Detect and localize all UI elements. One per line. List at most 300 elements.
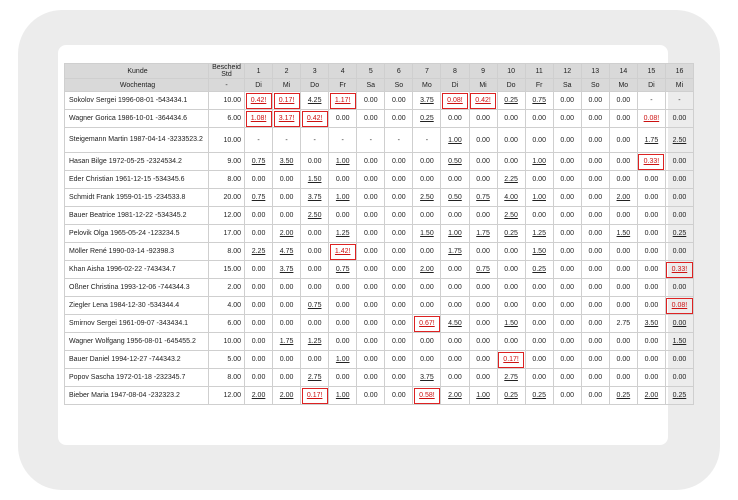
day-value: 0.00 bbox=[644, 284, 659, 291]
day-value: 0.00 bbox=[616, 302, 631, 309]
header-weekday: Di bbox=[245, 79, 273, 92]
day-value-cell bbox=[329, 110, 357, 128]
customer-name: Steigemann Martin 1987-04-14 -3233523.2 bbox=[65, 128, 209, 153]
header-weekday: Mo bbox=[609, 79, 637, 92]
day-value-cell bbox=[385, 279, 413, 297]
day-value-cell bbox=[497, 171, 525, 189]
day-value: 0.00 bbox=[392, 392, 406, 399]
day-value-cell bbox=[553, 92, 581, 110]
day-value: 1.75 bbox=[448, 248, 462, 255]
day-value-cell bbox=[525, 171, 553, 189]
day-value-cell bbox=[497, 261, 525, 279]
day-value: 2.75 bbox=[307, 374, 322, 381]
day-value-cell bbox=[581, 243, 609, 261]
day-value-cell bbox=[665, 315, 693, 333]
table-row bbox=[65, 171, 694, 189]
day-value: 0.00 bbox=[251, 284, 266, 291]
day-value: 1.00 bbox=[335, 158, 350, 165]
day-value: 0.00 bbox=[504, 115, 518, 122]
day-value: 0.00 bbox=[392, 338, 406, 345]
day-value-cell bbox=[245, 279, 273, 297]
day-value: 0.00 bbox=[616, 97, 631, 104]
day-value: 0.00 bbox=[420, 212, 434, 219]
table-row bbox=[65, 261, 694, 279]
day-value-cell bbox=[413, 92, 441, 110]
day-value: 0.00 bbox=[588, 338, 603, 345]
day-value: 0.00 bbox=[363, 194, 378, 201]
day-value-cell bbox=[301, 110, 329, 128]
day-value-cell bbox=[413, 315, 441, 333]
day-value-cell bbox=[609, 128, 637, 153]
day-value: 3.75 bbox=[420, 97, 434, 104]
table-row bbox=[65, 387, 694, 405]
day-value: 0.00 bbox=[532, 136, 546, 144]
day-value-cell bbox=[581, 128, 609, 153]
day-value: 0.00 bbox=[476, 284, 490, 291]
day-value: 0.00 bbox=[672, 194, 687, 201]
day-value-cell bbox=[357, 351, 385, 369]
day-value-cell bbox=[273, 369, 301, 387]
day-value: 0.00 bbox=[420, 248, 434, 255]
day-value: 0.00 bbox=[363, 97, 378, 104]
day-value-cell bbox=[329, 261, 357, 279]
day-value: 0.00 bbox=[588, 97, 603, 104]
day-value: 0.00 bbox=[560, 266, 575, 273]
day-value-cell bbox=[525, 351, 553, 369]
day-value: 1.25 bbox=[307, 338, 322, 345]
day-value: 0.00 bbox=[644, 338, 659, 345]
day-value-cell bbox=[441, 92, 469, 110]
day-value-cell bbox=[525, 315, 553, 333]
day-value: 0.00 bbox=[392, 302, 406, 309]
day-value-cell bbox=[581, 92, 609, 110]
day-value-cell bbox=[581, 369, 609, 387]
day-value-cell bbox=[469, 153, 497, 171]
day-value-cell bbox=[497, 297, 525, 315]
day-value-cell bbox=[581, 351, 609, 369]
day-value-cell bbox=[385, 315, 413, 333]
day-value: 2.75 bbox=[616, 320, 631, 327]
day-value: 1.50 bbox=[532, 248, 546, 255]
day-value: - bbox=[313, 136, 316, 144]
day-value-cell bbox=[385, 171, 413, 189]
day-value-cell bbox=[553, 128, 581, 153]
day-value-cell bbox=[273, 110, 301, 128]
day-value-cell bbox=[329, 279, 357, 297]
day-value: 0.00 bbox=[672, 356, 687, 363]
day-value: 0.75 bbox=[307, 302, 322, 309]
day-value-cell bbox=[525, 92, 553, 110]
day-value-cell bbox=[441, 387, 469, 405]
day-value: 2.00 bbox=[448, 392, 462, 399]
day-value: 0.00 bbox=[504, 266, 518, 273]
header-row-days bbox=[65, 64, 694, 79]
day-value-cell bbox=[609, 189, 637, 207]
day-value: 0.00 bbox=[588, 284, 603, 291]
day-value-cell bbox=[329, 297, 357, 315]
header-weekday: Mi bbox=[469, 79, 497, 92]
day-value: 0.00 bbox=[335, 176, 350, 183]
day-value-cell bbox=[497, 243, 525, 261]
day-value: 0.00 bbox=[335, 284, 350, 291]
day-value: 0.00 bbox=[616, 266, 631, 273]
day-value: 0.00 bbox=[251, 230, 266, 237]
day-value: 0.00 bbox=[392, 320, 406, 327]
day-value-cell bbox=[245, 128, 273, 153]
day-value: 0.00 bbox=[588, 212, 603, 219]
day-value: 3.75 bbox=[279, 266, 294, 273]
day-value: 0.00 bbox=[672, 115, 687, 122]
day-value: 0.00 bbox=[672, 284, 687, 291]
day-value-cell bbox=[637, 171, 665, 189]
day-value: 0.00 bbox=[392, 356, 406, 363]
day-value: 0.00 bbox=[644, 356, 659, 363]
day-value: 0.00 bbox=[644, 176, 659, 183]
day-value: 0.00 bbox=[560, 284, 575, 291]
day-value-cell bbox=[553, 333, 581, 351]
day-value: 0.00 bbox=[560, 194, 575, 201]
header-bescheid: Bescheid Std bbox=[209, 64, 245, 79]
day-value: 1.00 bbox=[448, 230, 462, 237]
day-value-cell bbox=[273, 171, 301, 189]
day-value-cell bbox=[413, 351, 441, 369]
day-value-cell bbox=[413, 279, 441, 297]
bescheid-hours: 17.00 bbox=[209, 225, 245, 243]
day-value: 1.50 bbox=[420, 230, 434, 237]
day-value: 0.00 bbox=[251, 266, 266, 273]
day-value-cell bbox=[385, 387, 413, 405]
day-value-cell bbox=[581, 315, 609, 333]
day-value: 0.17! bbox=[278, 97, 295, 104]
day-value: 0.00 bbox=[279, 194, 294, 201]
day-value: 0.00 bbox=[363, 374, 378, 381]
day-value: 1.00 bbox=[532, 158, 546, 165]
day-value: 4.00 bbox=[504, 194, 518, 201]
bescheid-hours: 12.00 bbox=[209, 207, 245, 225]
day-value-cell bbox=[665, 243, 693, 261]
day-value: 1.75 bbox=[644, 136, 659, 144]
day-value: 1.00 bbox=[335, 356, 350, 363]
day-value: 0.00 bbox=[616, 284, 631, 291]
day-value: 2.00 bbox=[279, 392, 294, 399]
day-value: 0.00 bbox=[504, 136, 518, 144]
table-row bbox=[65, 207, 694, 225]
day-value: 2.75 bbox=[504, 374, 518, 381]
day-value-cell bbox=[637, 297, 665, 315]
day-value-cell bbox=[357, 171, 385, 189]
bescheid-hours: 2.00 bbox=[209, 279, 245, 297]
day-value-cell bbox=[385, 261, 413, 279]
day-value: 0.00 bbox=[560, 158, 575, 165]
day-value: 2.00 bbox=[644, 392, 659, 399]
header-day-8: 8 bbox=[441, 64, 469, 79]
day-value-cell bbox=[497, 207, 525, 225]
day-value-cell bbox=[273, 92, 301, 110]
day-value-cell bbox=[273, 297, 301, 315]
bescheid-hours: 10.00 bbox=[209, 128, 245, 153]
day-value-cell bbox=[525, 207, 553, 225]
day-value-cell bbox=[245, 387, 273, 405]
header-day-4: 4 bbox=[329, 64, 357, 79]
day-value: 0.00 bbox=[335, 320, 350, 327]
header-weekday: So bbox=[385, 79, 413, 92]
day-value-cell bbox=[665, 153, 693, 171]
day-value: 0.17! bbox=[306, 392, 323, 399]
day-value: 0.08! bbox=[671, 302, 688, 309]
day-value-cell bbox=[301, 171, 329, 189]
day-value: 0.00 bbox=[476, 338, 490, 345]
day-value-cell bbox=[329, 153, 357, 171]
day-value: 0.00 bbox=[392, 115, 406, 122]
day-value: 0.25 bbox=[672, 392, 687, 399]
day-value-cell bbox=[497, 128, 525, 153]
day-value-cell bbox=[553, 243, 581, 261]
day-value: 0.00 bbox=[307, 320, 322, 327]
day-value: 3.75 bbox=[307, 194, 322, 201]
day-value: 0.00 bbox=[279, 176, 294, 183]
day-value: 0.00 bbox=[307, 284, 322, 291]
day-value: 0.00 bbox=[476, 115, 490, 122]
day-value: 1.42! bbox=[334, 248, 351, 255]
day-value: 0.67! bbox=[419, 320, 435, 327]
day-value: 0.00 bbox=[588, 320, 603, 327]
day-value-cell bbox=[441, 207, 469, 225]
day-value: 0.33! bbox=[643, 158, 660, 165]
header-weekday: Sa bbox=[553, 79, 581, 92]
day-value: - bbox=[425, 136, 429, 144]
day-value: 0.00 bbox=[588, 248, 603, 255]
day-value: 0.00 bbox=[420, 356, 434, 363]
day-value-cell bbox=[329, 128, 357, 153]
day-value-cell bbox=[553, 261, 581, 279]
day-value: 0.00 bbox=[532, 212, 546, 219]
day-value-cell bbox=[301, 351, 329, 369]
day-value: 0.00 bbox=[363, 284, 378, 291]
customer-name: Ziegler Lena 1984-12-30 -534344.4 bbox=[65, 297, 209, 315]
day-value: 0.00 bbox=[532, 320, 546, 327]
day-value-cell bbox=[245, 333, 273, 351]
day-value: 0.00 bbox=[560, 136, 575, 144]
day-value-cell bbox=[581, 297, 609, 315]
day-value: 0.00 bbox=[588, 136, 603, 144]
header-day-3: 3 bbox=[301, 64, 329, 79]
day-value-cell bbox=[525, 225, 553, 243]
day-value-cell bbox=[469, 351, 497, 369]
day-value: - bbox=[257, 136, 260, 144]
day-value-cell bbox=[609, 351, 637, 369]
header-day-16: 16 bbox=[665, 64, 693, 79]
day-value-cell bbox=[273, 333, 301, 351]
day-value-cell bbox=[553, 153, 581, 171]
day-value-cell bbox=[357, 128, 385, 153]
day-value-cell bbox=[525, 387, 553, 405]
day-value: - bbox=[341, 136, 344, 144]
day-value: 0.00 bbox=[448, 302, 462, 309]
day-value-cell bbox=[385, 92, 413, 110]
bescheid-hours: 8.00 bbox=[209, 369, 245, 387]
day-value: 2.50 bbox=[672, 136, 687, 144]
day-value: 0.00 bbox=[616, 356, 631, 363]
customer-name: Hasan Bilge 1972-05-25 -2324534.2 bbox=[65, 153, 209, 171]
day-value-cell bbox=[441, 261, 469, 279]
day-value-cell bbox=[301, 92, 329, 110]
day-value: 0.00 bbox=[363, 392, 378, 399]
day-value: 0.00 bbox=[588, 356, 603, 363]
day-value-cell bbox=[469, 110, 497, 128]
table-card bbox=[58, 45, 688, 445]
day-value-cell bbox=[609, 243, 637, 261]
day-value-cell bbox=[245, 110, 273, 128]
header-weekday: Di bbox=[637, 79, 665, 92]
day-value-cell bbox=[357, 207, 385, 225]
header-day-13: 13 bbox=[581, 64, 609, 79]
day-value-cell bbox=[581, 153, 609, 171]
day-value-cell bbox=[581, 387, 609, 405]
day-value-cell bbox=[301, 225, 329, 243]
day-value: 1.50 bbox=[504, 320, 518, 327]
customer-name: Khan Aisha 1996-02-22 -743434.7 bbox=[65, 261, 209, 279]
day-value: 0.00 bbox=[448, 374, 462, 381]
day-value: 0.50 bbox=[448, 194, 462, 201]
day-value: 0.00 bbox=[448, 284, 462, 291]
day-value-cell bbox=[497, 369, 525, 387]
day-value-cell bbox=[637, 207, 665, 225]
day-value: 0.00 bbox=[335, 302, 350, 309]
day-value: 0.00 bbox=[448, 176, 462, 183]
customer-name: Oßner Christina 1993-12-06 -744344.3 bbox=[65, 279, 209, 297]
day-value-cell bbox=[441, 171, 469, 189]
header-weekday: Do bbox=[497, 79, 525, 92]
day-value: 0.00 bbox=[644, 212, 659, 219]
day-value: 0.00 bbox=[476, 212, 490, 219]
day-value-cell bbox=[609, 110, 637, 128]
day-value: 2.50 bbox=[307, 212, 322, 219]
day-value-cell bbox=[441, 153, 469, 171]
day-value: 0.00 bbox=[279, 320, 294, 327]
day-value: 0.42! bbox=[475, 97, 491, 104]
header-day-9: 9 bbox=[469, 64, 497, 79]
table-row bbox=[65, 110, 694, 128]
day-value-cell bbox=[553, 189, 581, 207]
day-value: 0.00 bbox=[560, 356, 575, 363]
day-value: 0.00 bbox=[644, 266, 659, 273]
header-weekday: Do bbox=[301, 79, 329, 92]
day-value: 0.00 bbox=[616, 115, 631, 122]
day-value: 3.17! bbox=[278, 115, 295, 122]
day-value-cell bbox=[357, 153, 385, 171]
day-value: 4.50 bbox=[448, 320, 462, 327]
day-value: 0.00 bbox=[392, 176, 406, 183]
day-value: 0.00 bbox=[560, 97, 575, 104]
day-value: 0.00 bbox=[560, 212, 575, 219]
day-value: 0.75 bbox=[251, 194, 266, 201]
day-value: 0.00 bbox=[363, 302, 378, 309]
day-value: 0.75 bbox=[335, 266, 350, 273]
day-value-cell bbox=[413, 225, 441, 243]
day-value-cell bbox=[329, 225, 357, 243]
day-value-cell bbox=[301, 387, 329, 405]
day-value: 0.00 bbox=[476, 302, 490, 309]
day-value-cell bbox=[273, 189, 301, 207]
day-value-cell bbox=[385, 110, 413, 128]
day-value: 0.00 bbox=[363, 266, 378, 273]
day-value: 0.00 bbox=[588, 158, 603, 165]
day-value-cell bbox=[357, 297, 385, 315]
day-value: 0.00 bbox=[279, 356, 294, 363]
day-value: 0.00 bbox=[504, 302, 518, 309]
day-value-cell bbox=[637, 351, 665, 369]
day-value: 0.50 bbox=[448, 158, 462, 165]
day-value: 0.00 bbox=[560, 374, 575, 381]
day-value: 0.00 bbox=[532, 356, 546, 363]
day-value-cell bbox=[665, 225, 693, 243]
customer-name: Schmidt Frank 1959-01-15 -234533.8 bbox=[65, 189, 209, 207]
day-value: 0.00 bbox=[560, 230, 575, 237]
day-value: 0.00 bbox=[307, 356, 322, 363]
day-value: 0.00 bbox=[504, 284, 518, 291]
day-value-cell bbox=[413, 387, 441, 405]
day-value-cell bbox=[357, 261, 385, 279]
day-value-cell bbox=[525, 189, 553, 207]
day-value: 0.00 bbox=[420, 302, 434, 309]
day-value: 0.00 bbox=[448, 115, 462, 122]
day-value: 0.58! bbox=[419, 392, 435, 399]
day-value-cell bbox=[301, 315, 329, 333]
day-value: 0.00 bbox=[392, 374, 406, 381]
day-value: 0.00 bbox=[560, 338, 575, 345]
day-value-cell bbox=[553, 387, 581, 405]
table-row bbox=[65, 189, 694, 207]
day-value: 0.00 bbox=[335, 338, 350, 345]
day-value: 0.00 bbox=[560, 115, 575, 122]
day-value: 0.00 bbox=[616, 374, 631, 381]
day-value-cell bbox=[413, 369, 441, 387]
day-value: 0.00 bbox=[532, 374, 546, 381]
header-day-11: 11 bbox=[525, 64, 553, 79]
day-value-cell bbox=[441, 128, 469, 153]
header-kunde: Kunde bbox=[65, 64, 209, 79]
day-value: 0.00 bbox=[420, 338, 434, 345]
day-value-cell bbox=[441, 369, 469, 387]
day-value-cell bbox=[553, 225, 581, 243]
day-value: 0.00 bbox=[251, 320, 266, 327]
day-value-cell bbox=[245, 207, 273, 225]
day-value: 0.00 bbox=[251, 176, 266, 183]
day-value: 1.75 bbox=[476, 230, 490, 237]
day-value-cell bbox=[273, 261, 301, 279]
customer-name: Pelovik Olga 1965-05-24 -123234.5 bbox=[65, 225, 209, 243]
day-value: 1.17! bbox=[334, 97, 351, 104]
day-value: 0.00 bbox=[420, 176, 434, 183]
day-value-cell bbox=[497, 279, 525, 297]
day-value-cell bbox=[301, 243, 329, 261]
day-value-cell bbox=[637, 369, 665, 387]
day-value: 0.00 bbox=[616, 248, 631, 255]
day-value: 0.75 bbox=[476, 194, 490, 201]
day-value-cell bbox=[553, 279, 581, 297]
day-value-cell bbox=[609, 369, 637, 387]
day-value-cell bbox=[245, 351, 273, 369]
day-value: 2.00 bbox=[279, 230, 294, 237]
day-value: 1.25 bbox=[532, 230, 546, 237]
day-value: 1.00 bbox=[476, 392, 490, 399]
day-value: 0.00 bbox=[363, 338, 378, 345]
day-value-cell bbox=[637, 243, 665, 261]
header-wochentag: Wochentag bbox=[65, 79, 209, 92]
day-value: 1.50 bbox=[307, 176, 322, 183]
day-value-cell bbox=[413, 128, 441, 153]
day-value: 0.00 bbox=[476, 248, 490, 255]
